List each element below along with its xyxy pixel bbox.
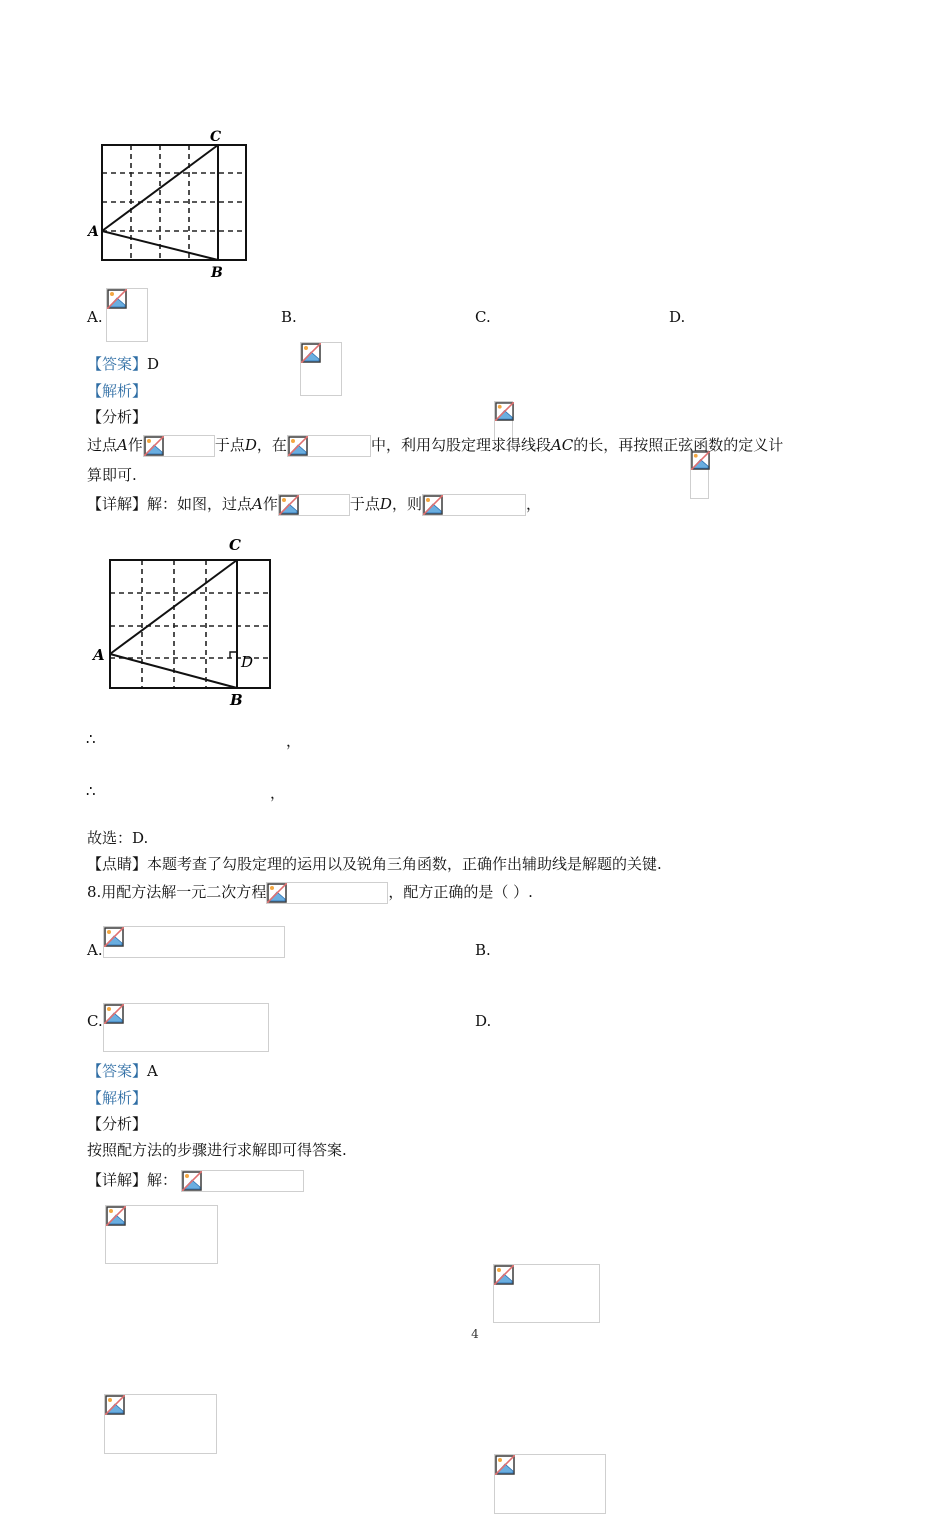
broken-image-icon — [495, 402, 514, 421]
text: 于点 — [349, 495, 380, 513]
answer-tag: 【答案】 — [87, 355, 148, 373]
comma: ， — [270, 784, 286, 802]
broken-image-icon — [106, 1206, 126, 1226]
q7-comment — [87, 854, 662, 874]
stem-text: ，配方正确的是（ ）. — [388, 883, 533, 901]
text: 解：如图，过点 — [147, 495, 253, 513]
broken-image-icon — [301, 343, 321, 363]
q7-option-b — [0, 54, 950, 326]
q7-fenxi-line2: 算即可. — [87, 466, 137, 484]
text: 作 — [262, 495, 278, 513]
point-label-b: B — [211, 265, 223, 280]
point-label-c: C — [210, 129, 222, 145]
text: 过点 — [87, 436, 118, 454]
broken-image-icon — [107, 289, 127, 309]
equation-image — [266, 882, 388, 904]
q7-analysis-tag: 【解析】 — [87, 382, 148, 400]
option-label: D. — [475, 1012, 492, 1030]
option-label: C. — [475, 308, 491, 326]
therefore-symbol: ∴ — [86, 782, 96, 800]
figure-triangle-grid-2 — [90, 530, 280, 710]
comment-text: 本题考查了勾股定理的运用以及锐角三角函数，正确作出辅助线是解题的关键. — [147, 855, 662, 873]
answer-tag: 【答案】 — [87, 1062, 148, 1080]
option-label: B. — [475, 941, 491, 959]
q7-fenxi-line1 — [87, 435, 783, 457]
var-d: D — [379, 495, 392, 513]
formula-image — [103, 926, 285, 958]
option-label: B. — [281, 308, 297, 326]
formula-image — [287, 435, 371, 457]
text: ， — [525, 495, 541, 513]
stem-text: 8.用配方法解一元二次方程 — [87, 883, 267, 901]
option-image — [300, 342, 342, 396]
q8-analysis-tag: 【解析】 — [87, 1089, 148, 1107]
broken-image-icon — [494, 1265, 514, 1285]
broken-image-icon — [104, 1004, 124, 1024]
q7-answer — [87, 354, 159, 374]
option-image — [105, 1205, 218, 1264]
var-a: A — [252, 495, 263, 513]
point-label-a: A — [88, 224, 99, 240]
q7-option-a — [0, 0, 950, 326]
broken-image-icon — [104, 927, 124, 947]
text: 作 — [127, 436, 143, 454]
comma: ， — [286, 732, 302, 750]
option-image — [494, 1454, 606, 1514]
answer-value: D — [147, 355, 160, 373]
option-image — [690, 450, 709, 499]
point-label-c: C — [229, 536, 241, 554]
q7-detail-line — [87, 494, 541, 516]
broken-image-icon — [288, 436, 308, 456]
detail-tag: 【详解】 — [87, 1171, 148, 1189]
option-label: A. — [87, 308, 103, 326]
option-image — [104, 1394, 217, 1454]
answer-value: A — [147, 1062, 158, 1080]
var-ac: AC — [550, 436, 574, 454]
broken-image-icon — [423, 495, 443, 515]
point-label-d: D — [241, 653, 254, 671]
detail-text: 解： — [147, 1171, 178, 1189]
broken-image-icon — [495, 1455, 515, 1475]
formula-image — [422, 494, 526, 516]
q8-fenxi-text: 按照配方法的步骤进行求解即可得答案. — [87, 1141, 347, 1159]
formula-image — [278, 494, 350, 516]
text: 于点 — [214, 436, 245, 454]
text: 中，利用勾股定理求得线段 — [370, 436, 551, 454]
option-image — [493, 1264, 600, 1323]
var-d: D — [244, 436, 257, 454]
q7-choose: 故选：D. — [87, 829, 149, 847]
text: ，则 — [391, 495, 422, 513]
formula-image — [143, 435, 215, 457]
q8-answer — [87, 1061, 158, 1081]
broken-image-icon — [267, 883, 287, 903]
broken-image-icon — [144, 436, 164, 456]
text: ，在 — [256, 436, 287, 454]
text: 的长，再按照正弦函数的定义计 — [573, 436, 784, 454]
q8-detail — [87, 1170, 304, 1192]
formula-image — [181, 1170, 304, 1192]
figure-triangle-grid-1 — [86, 125, 256, 280]
option-label: C. — [87, 1012, 103, 1030]
q8-fenxi-tag: 【分析】 — [87, 1115, 148, 1133]
broken-image-icon — [105, 1395, 125, 1415]
point-label-a: A — [93, 646, 105, 664]
therefore-symbol: ∴ — [86, 730, 96, 748]
q7-fenxi-tag: 【分析】 — [87, 408, 148, 426]
comment-tag: 【点睛】 — [87, 855, 148, 873]
page-number: 4 — [471, 1327, 479, 1341]
q8-stem — [87, 882, 533, 904]
option-label: D. — [669, 308, 686, 326]
broken-image-icon — [182, 1171, 202, 1191]
detail-tag: 【详解】 — [87, 495, 148, 513]
point-label-b: B — [230, 691, 243, 709]
option-image — [106, 288, 148, 342]
broken-image-icon — [279, 495, 299, 515]
formula-image — [103, 1003, 269, 1052]
option-label: A. — [87, 941, 103, 959]
var-a: A — [117, 436, 128, 454]
